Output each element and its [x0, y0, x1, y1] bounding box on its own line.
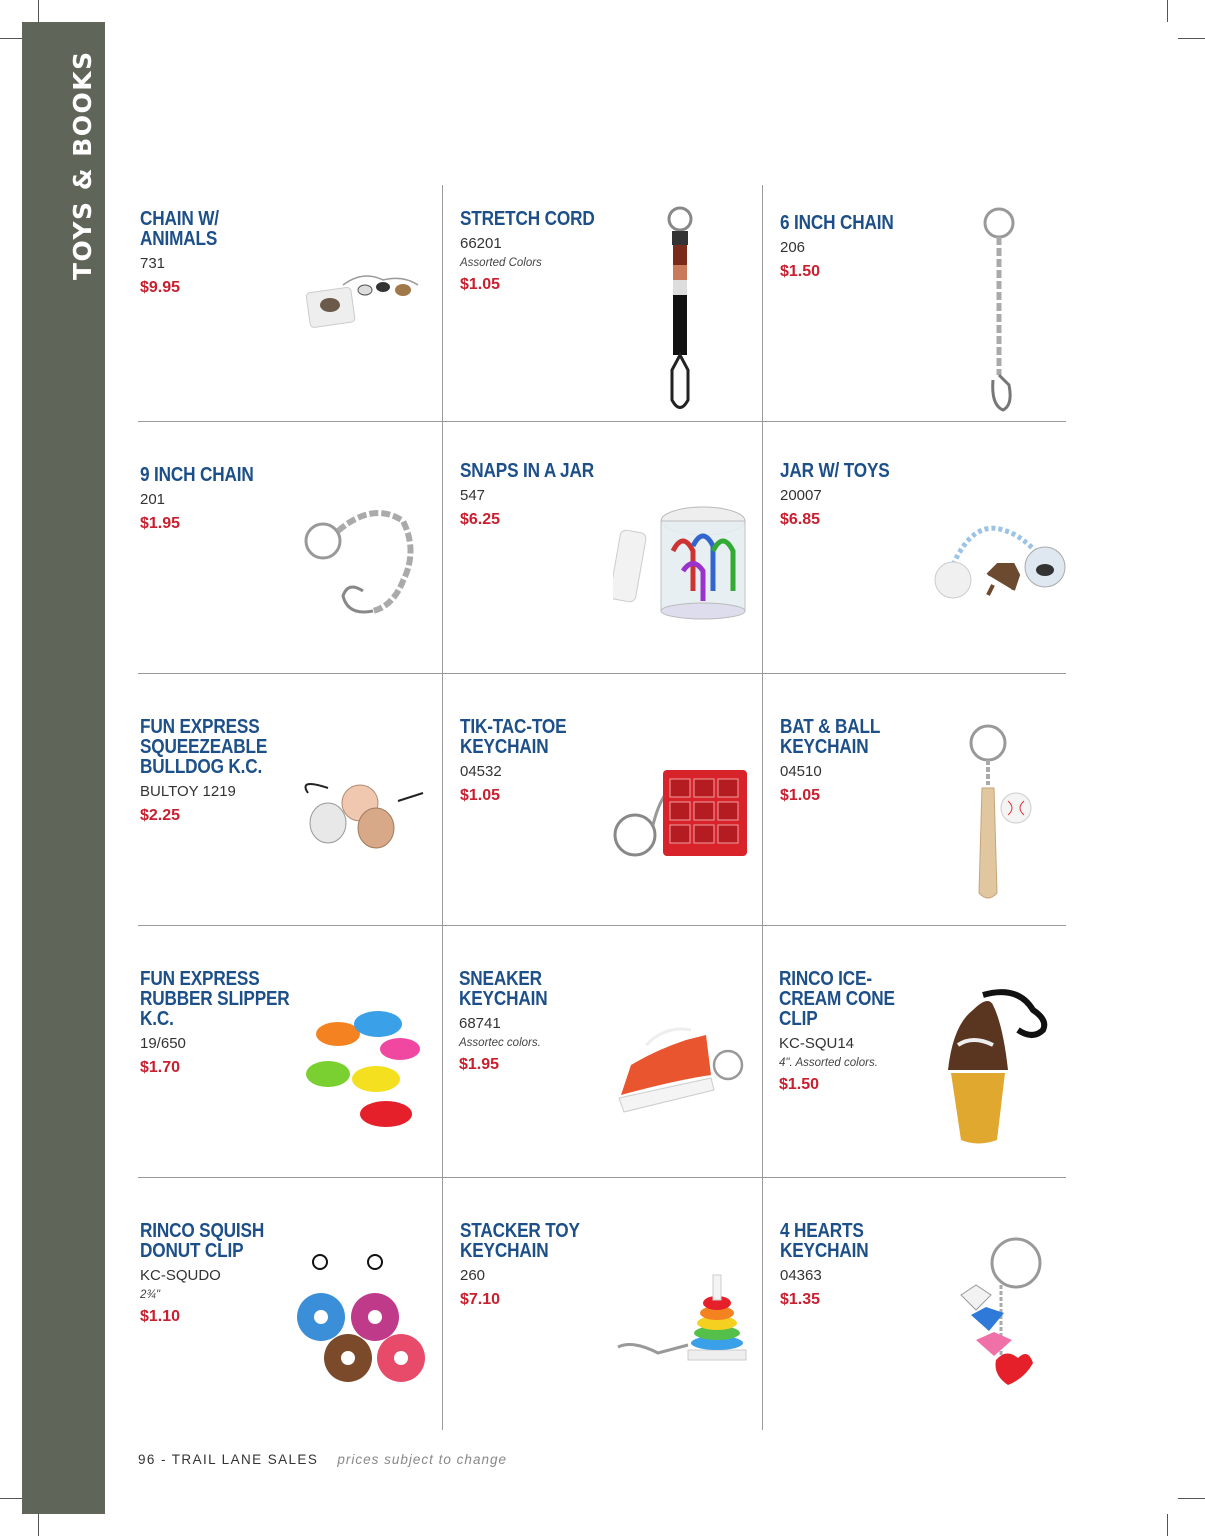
sneaker-icon	[616, 1020, 746, 1120]
product-code: 04532	[460, 763, 502, 780]
disclaimer: prices subject to change	[337, 1452, 507, 1467]
product-name: 6 INCH CHAIN	[780, 212, 894, 234]
product-grid	[138, 185, 1066, 1430]
page-footer	[138, 1452, 507, 1467]
product-price: $1.50	[780, 263, 821, 280]
product-name: FUN EXPRESS SQUEEZEABLE BULLDOG K.C.	[140, 716, 268, 778]
bat-ball-icon	[966, 723, 1036, 903]
product-code: 68741	[459, 1015, 501, 1032]
hearts-icon	[956, 1235, 1046, 1400]
product-price: $7.10	[460, 1291, 501, 1308]
product-code: 19/650	[140, 1035, 186, 1052]
chain-animals-icon	[303, 265, 423, 330]
product-name: STRETCH CORD	[460, 208, 595, 230]
product-price: $6.85	[780, 511, 821, 528]
product-name: RINCO ICE-CREAM CONE CLIP	[779, 968, 895, 1030]
product-price: $1.05	[460, 276, 501, 293]
page-number: 96 - TRAIL LANE SALES	[138, 1452, 319, 1467]
product-name: JAR W/ TOYS	[780, 460, 890, 482]
product-note: Assorted Colors	[460, 257, 542, 269]
product-code: 04510	[780, 763, 822, 780]
product-price: $1.70	[140, 1059, 181, 1076]
product-name: STACKER TOY KEYCHAIN	[460, 1220, 580, 1262]
product-note: 2¾"	[140, 1289, 161, 1301]
product-code: BULTOY 1219	[140, 783, 236, 800]
bulldog-icon	[298, 773, 428, 853]
tic-tac-toe-icon	[613, 765, 751, 860]
donut-icon	[293, 1250, 428, 1385]
product-note: Assortec colors.	[459, 1037, 541, 1049]
product-code: 547	[460, 487, 486, 504]
product-price: $9.95	[140, 279, 181, 296]
product-code: 260	[460, 1267, 486, 1284]
product-code: 04363	[780, 1267, 822, 1284]
product-code: 731	[140, 255, 166, 272]
product-code: 206	[780, 239, 806, 256]
jar-toys-icon	[933, 520, 1068, 605]
ice-cream-icon	[943, 985, 1055, 1150]
product-name: RINCO SQUISH DONUT CLIP	[140, 1220, 265, 1262]
product-price: $1.10	[140, 1308, 181, 1325]
slipper-icon	[298, 999, 426, 1134]
product-price: $1.05	[460, 787, 501, 804]
product-price: $1.35	[780, 1291, 821, 1308]
section-title: TOYS & BOOKS	[68, 50, 97, 280]
six-inch-chain-icon	[983, 205, 1023, 415]
product-code: KC-SQUDO	[140, 1267, 221, 1284]
snaps-jar-icon	[613, 501, 748, 621]
nine-inch-chain-icon	[303, 501, 423, 621]
product-code: 201	[140, 491, 166, 508]
product-name: CHAIN W/ ANIMALS	[140, 208, 219, 250]
stretch-cord-icon	[660, 205, 700, 415]
product-code: KC-SQU14	[779, 1035, 855, 1052]
product-price: $1.95	[140, 515, 181, 532]
product-code: 20007	[780, 487, 822, 504]
product-note: 4". Assorted colors.	[779, 1057, 878, 1069]
product-name: FUN EXPRESS RUBBER SLIPPER K.C.	[140, 968, 290, 1030]
product-name: 9 INCH CHAIN	[140, 464, 254, 486]
product-price: $1.50	[779, 1076, 820, 1093]
product-code: 66201	[460, 235, 502, 252]
product-price: $6.25	[460, 511, 501, 528]
product-price: $1.95	[459, 1056, 500, 1073]
product-name: TIK-TAC-TOE KEYCHAIN	[460, 716, 567, 758]
product-name: 4 HEARTS KEYCHAIN	[780, 1220, 869, 1262]
product-name: SNEAKER KEYCHAIN	[459, 968, 548, 1010]
stacker-icon	[613, 1265, 748, 1365]
product-price: $1.05	[780, 787, 821, 804]
product-name: SNAPS IN A JAR	[460, 460, 594, 482]
product-price: $2.25	[140, 807, 181, 824]
product-name: BAT & BALL KEYCHAIN	[780, 716, 880, 758]
